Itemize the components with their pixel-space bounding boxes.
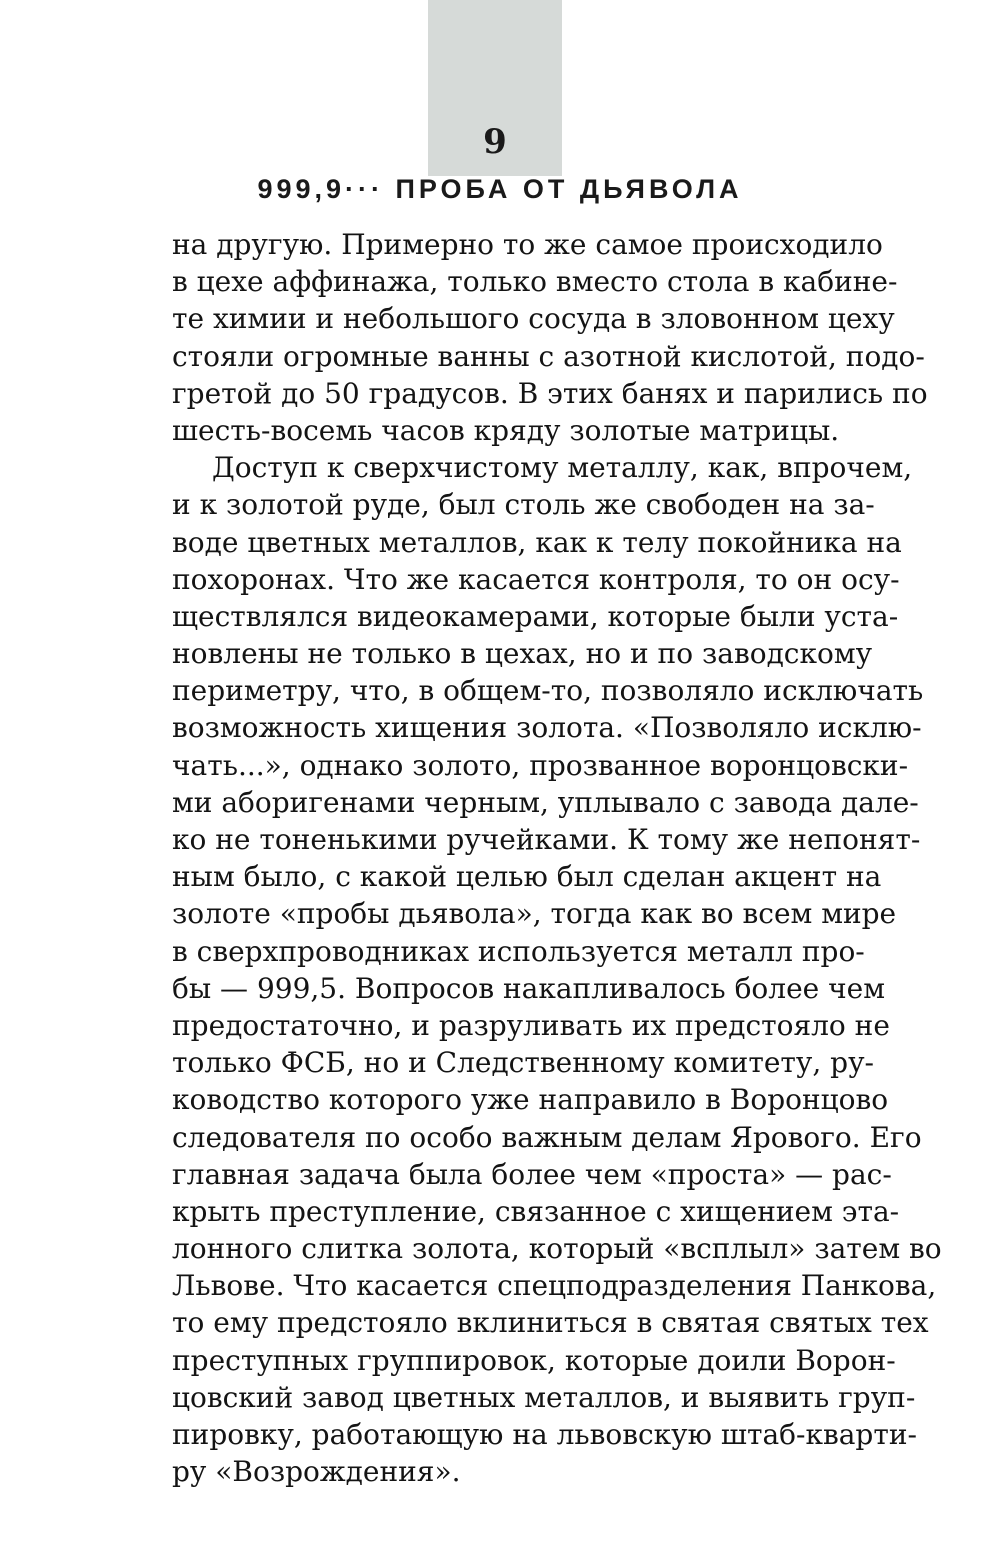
text-line: на другую. Примерно то же самое происходило xyxy=(172,228,883,261)
text-line: воде цветных металлов, как к телу покойника на xyxy=(172,525,902,559)
text-line: Львове. Что касается спецподразделения Панкова, xyxy=(172,1269,937,1303)
page-number: 9 xyxy=(483,122,507,162)
text-line: ководство которого уже направило в Воронцово xyxy=(172,1083,889,1117)
text-line: ми аборигенами черным, уплывало с завода дале- xyxy=(172,785,919,819)
text-line: возможность хищения золота. «Позволяло исклю- xyxy=(172,711,922,745)
text-line: те химии и небольшого сосуда в зловонном цеху xyxy=(172,302,895,336)
text-line: ко не тоненькими ручейками. К тому же непонят- xyxy=(172,823,921,856)
body-text xyxy=(172,226,942,1490)
text-line: чать...», однако золото, прозванное воронцовски- xyxy=(172,748,909,782)
paragraph-2 xyxy=(172,449,942,1490)
text-line: и к золотой руде, был столь же свободен на за- xyxy=(172,488,875,522)
text-line: гретой до 50 градусов. В этих банях и парились по xyxy=(172,376,928,410)
paragraph-1 xyxy=(172,226,928,449)
text-line: бы — 999,5. Вопросов накапливалось более чем xyxy=(172,971,885,1005)
text-line: крыть преступление, связанное с хищением эта- xyxy=(172,1194,900,1228)
text-line: новлены не только в цехах, но и по заводскому xyxy=(172,637,873,671)
text-line: периметру, что, в общем-то, позволяло исключать xyxy=(172,674,924,708)
text-line: следователя по особо важным делам Ярового. Его xyxy=(172,1120,922,1154)
text-line: то ему предстояло вклиниться в святая святых тех xyxy=(172,1306,929,1340)
text-line: стояли огромные ванны с азотной кислотой, подо- xyxy=(172,339,925,373)
text-line: ным было, с какой целью был сделан акцент на xyxy=(172,860,882,894)
text-line: похоронах. Что же касается контроля, то он осу- xyxy=(172,562,900,596)
running-title: 999,9··· ПРОБА ОТ ДЬЯВОЛА xyxy=(257,174,743,204)
text-line: главная задача была более чем «проста» — рас- xyxy=(172,1157,892,1191)
text-line: пировку, работающую на львовскую штаб-кварти- xyxy=(172,1418,917,1451)
text-line: в сверхпроводниках используется металл про- xyxy=(172,934,865,968)
text-line: в цехе аффинажа, только вместо стола в кабине- xyxy=(172,265,898,299)
text-line: ру «Возрождения». xyxy=(172,1455,461,1489)
text-line: шесть-восемь часов кряду золотые матрицы. xyxy=(172,413,840,447)
text-line: ществлялся видеокамерами, которые были уста- xyxy=(172,599,899,633)
text-line: золоте «пробы дьявола», тогда как во всем мире xyxy=(172,897,897,931)
text-line: цовский завод цветных металлов, и выявить груп- xyxy=(172,1380,916,1414)
text-line: предостаточно, и разруливать их предстояло не xyxy=(172,1008,890,1042)
text-line: только ФСБ, но и Следственному комитету, ру- xyxy=(172,1046,875,1080)
text-line: Доступ к сверхчистому металлу, как, впрочем, xyxy=(212,451,913,485)
text-line: преступных группировок, которые доили Ворон- xyxy=(172,1343,896,1377)
text-line: лонного слитка золота, который «всплыл» затем во xyxy=(172,1232,942,1266)
